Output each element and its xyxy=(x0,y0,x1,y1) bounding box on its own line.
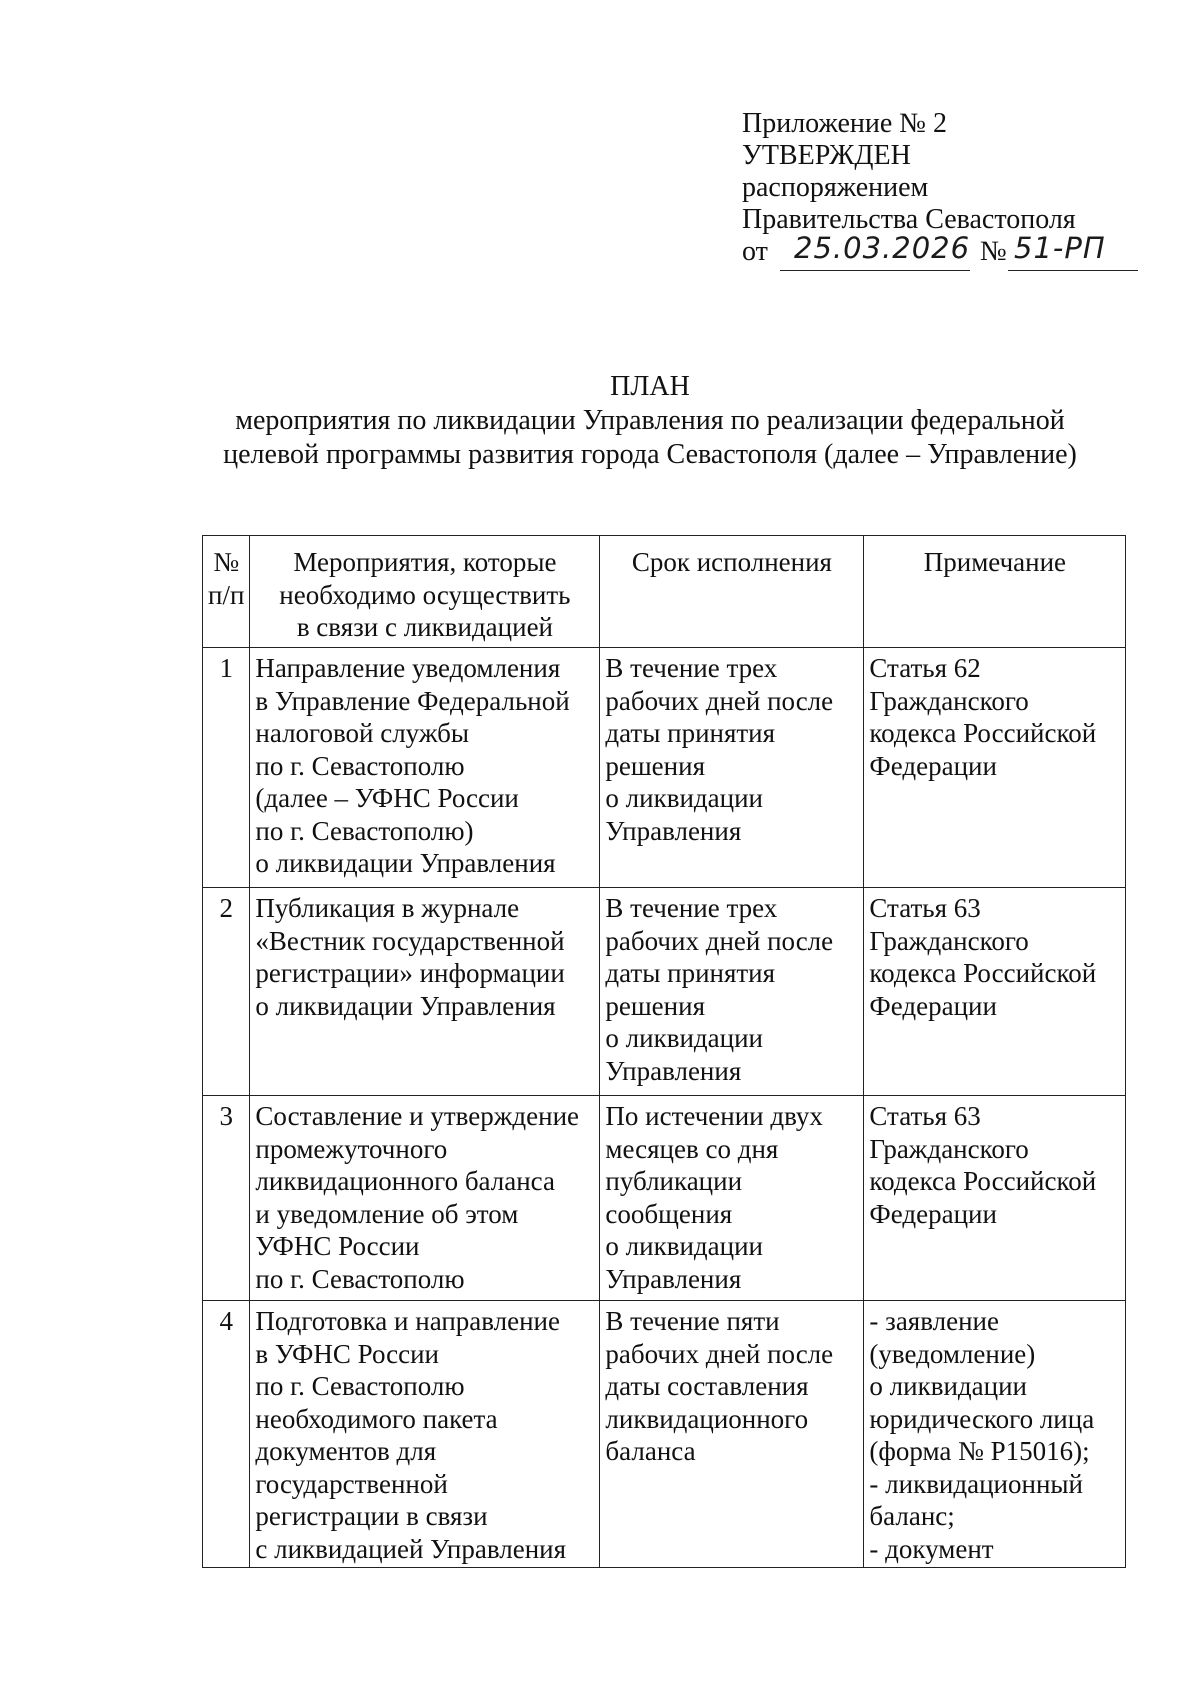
deadline-cell-line: даты принятия xyxy=(605,718,776,748)
note-cell-line: кодекса Российской xyxy=(869,958,1097,988)
action-cell xyxy=(250,1096,600,1301)
action-cell-line: регистрации» информации xyxy=(255,958,565,988)
row-number: 2 xyxy=(203,888,250,1096)
action-cell-line: в УФНС России xyxy=(255,1338,439,1369)
action-cell-line: Подготовка и направление xyxy=(255,1306,560,1336)
number-sign: № xyxy=(980,236,1007,267)
deadline-cell-line: По истечении двух xyxy=(605,1101,823,1131)
deadline-cell-line: о ликвидации xyxy=(605,1231,763,1261)
deadline-cell-line: В течение пяти xyxy=(605,1306,780,1336)
note-cell-line: кодекса Российской xyxy=(869,718,1097,748)
deadline-cell xyxy=(600,1096,864,1301)
action-cell-line: промежуточного xyxy=(255,1133,448,1164)
note-cell-line: - ликвидационный xyxy=(869,1468,1083,1499)
title-subtitle-line: мероприятия по ликвидации Управления по реализации федеральной xyxy=(235,405,1065,436)
deadline-cell-line: Управления xyxy=(605,815,742,846)
note-cell-line: Статья 63 xyxy=(869,893,981,923)
action-cell xyxy=(250,1301,600,1568)
action-cell-line: о ликвидации Управления xyxy=(255,990,556,1021)
action-cell-line: Составление и утверждение xyxy=(255,1101,579,1131)
deadline-cell-line: баланса xyxy=(605,1436,696,1466)
action-cell-line: ликвидационного баланса xyxy=(255,1166,555,1196)
table-header-row xyxy=(203,536,1126,648)
deadline-cell-line: о ликвидации xyxy=(605,1023,763,1053)
note-cell-line: Федерации xyxy=(869,1198,997,1229)
action-cell-line: Публикация в журнале xyxy=(255,893,520,923)
header-note: Примечание xyxy=(864,536,1126,648)
date-underline xyxy=(780,270,970,271)
handwritten-number: 51-РП xyxy=(1014,231,1106,265)
deadline-cell-line: о ликвидации xyxy=(605,783,763,813)
deadline-cell xyxy=(600,1301,864,1568)
note-cell-line: Гражданского xyxy=(869,685,1029,716)
order-label: распоряжением xyxy=(742,172,929,203)
header-number: № п/п xyxy=(203,536,250,648)
action-cell-line: по г. Севастополю xyxy=(255,750,465,781)
document-title xyxy=(200,370,1100,472)
action-cell-line: по г. Севастополю xyxy=(255,1371,465,1401)
note-cell-line: Федерации xyxy=(869,750,997,781)
table-row xyxy=(203,1096,1126,1301)
action-cell-line: по г. Севастополю) xyxy=(255,815,474,846)
deadline-cell-line: рабочих дней после xyxy=(605,1338,834,1369)
date-number-row xyxy=(742,231,1142,272)
action-cell-line: регистрации в связи xyxy=(255,1501,488,1531)
note-cell-line: баланс; xyxy=(869,1501,955,1531)
appendix-label: Приложение № 2 xyxy=(742,108,947,139)
deadline-cell-line: Управления xyxy=(605,1055,742,1086)
deadline-cell-line: ликвидационного xyxy=(605,1403,809,1434)
action-cell-line: и уведомление об этом xyxy=(255,1198,519,1229)
row-number: 1 xyxy=(203,648,250,888)
deadline-cell-line: сообщения xyxy=(605,1198,733,1229)
header-deadline: Срок исполнения xyxy=(600,536,864,648)
deadline-cell-line: В течение трех xyxy=(605,893,778,923)
handwritten-date: 25.03.2026 xyxy=(794,231,971,265)
table-row xyxy=(203,1301,1126,1568)
note-cell xyxy=(864,648,1126,888)
deadline-cell-line: даты составления xyxy=(605,1371,809,1401)
note-cell-line: кодекса Российской xyxy=(869,1166,1097,1196)
note-cell-line: Федерации xyxy=(869,990,997,1021)
government-label: Правительства Севастополя xyxy=(742,204,1076,235)
from-label: от xyxy=(742,236,768,267)
note-cell-line: юридического лица xyxy=(869,1403,1095,1434)
deadline-cell-line: даты принятия xyxy=(605,958,776,988)
row-number: 3 xyxy=(203,1096,250,1301)
deadline-cell-line: Управления xyxy=(605,1263,742,1294)
action-cell xyxy=(250,648,600,888)
number-underline xyxy=(1008,270,1138,271)
number-field xyxy=(980,231,1140,268)
note-cell-line: Статья 62 xyxy=(869,653,981,683)
action-cell-line: УФНС России xyxy=(255,1231,420,1261)
row-number: 4 xyxy=(203,1301,250,1568)
note-cell xyxy=(864,1301,1126,1568)
action-cell-line: документов для xyxy=(255,1436,437,1466)
note-cell xyxy=(864,1096,1126,1301)
action-cell-line: «Вестник государственной xyxy=(255,925,565,956)
deadline-cell-line: рабочих дней после xyxy=(605,685,834,716)
deadline-cell-line: публикации xyxy=(605,1166,743,1196)
deadline-cell-line: рабочих дней после xyxy=(605,925,834,956)
action-cell-line: о ликвидации Управления xyxy=(255,848,556,878)
action-cell-line: в Управление Федеральной xyxy=(255,685,570,716)
approval-block xyxy=(742,108,1142,272)
action-cell-line: (далее – УФНС России xyxy=(255,783,519,813)
header-actions: Мероприятия, которые необходимо осуществить в связи с ликвидацией xyxy=(250,536,600,648)
note-cell-line: о ликвидации xyxy=(869,1371,1027,1401)
action-cell xyxy=(250,888,600,1096)
deadline-cell-line: В течение трех xyxy=(605,653,778,683)
table-row xyxy=(203,648,1126,888)
note-cell-line: (уведомление) xyxy=(869,1338,1036,1369)
note-cell-line: - документ xyxy=(869,1533,994,1564)
plan-heading: ПЛАН xyxy=(610,371,690,402)
note-cell-line: - заявление xyxy=(869,1306,999,1336)
date-field xyxy=(780,231,972,268)
note-cell-line: Гражданского xyxy=(869,925,1029,956)
action-cell-line: государственной xyxy=(255,1468,448,1499)
note-cell-line: (форма № Р15016); xyxy=(869,1436,1090,1466)
deadline-cell-line: месяцев со дня xyxy=(605,1133,779,1164)
approved-label: УТВЕРЖДЕН xyxy=(742,140,911,171)
action-cell-line: с ликвидацией Управления xyxy=(255,1533,567,1564)
deadline-cell-line: решения xyxy=(605,750,705,781)
action-cell-line: Направление уведомления xyxy=(255,653,561,683)
action-cell-line: по г. Севастополю xyxy=(255,1263,465,1294)
table-row xyxy=(203,888,1126,1096)
note-cell xyxy=(864,888,1126,1096)
note-cell-line: Гражданского xyxy=(869,1133,1029,1164)
deadline-cell xyxy=(600,888,864,1096)
note-cell-line: Статья 63 xyxy=(869,1101,981,1131)
title-subtitle-line: целевой программы развития города Севастополя (далее – Управление) xyxy=(223,439,1077,470)
action-cell-line: налоговой службы xyxy=(255,718,469,748)
action-cell-line: необходимого пакета xyxy=(255,1403,498,1434)
plan-table xyxy=(202,535,1126,1568)
deadline-cell xyxy=(600,648,864,888)
deadline-cell-line: решения xyxy=(605,990,705,1021)
